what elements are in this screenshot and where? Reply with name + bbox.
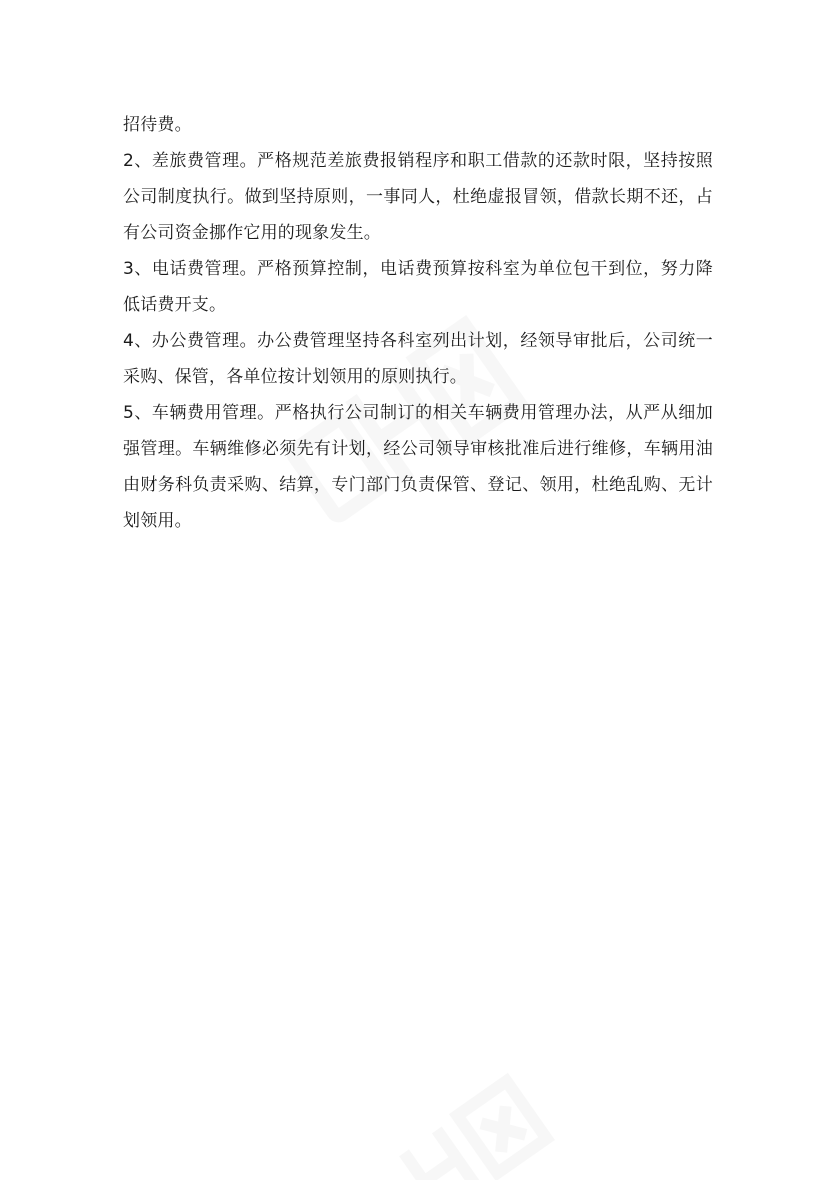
paragraph-office-expense: 4、办公费管理。办公费管理坚持各科室列出计划，经领导审批后，公司统一采购、保管，各单位按计划领用的原则执行。 [123,331,713,387]
paragraph-phone-expense: 3、电话费管理。严格预算控制，电话费预算按科室为单位包干到位，努力降低话费开支。 [123,259,713,315]
document-body [123,107,713,539]
watermark-logo-icon-bottom [370,1070,570,1180]
paragraph-travel-expense: 2、差旅费管理。严格规范差旅费报销程序和职工借款的还款时限，坚持按照公司制度执行。做到坚持原则，一事同人，杜绝虚报冒领，借款长期不还，占有公司资金挪作它用的现象发生。 [123,151,713,243]
paragraph-vehicle-expense: 5、车辆费用管理。严格执行公司制订的相关车辆费用管理办法，从严从细加强管理。车辆维修必须先有计划，经公司领导审核批准后进行维修，车辆用油由财务科负责采购、结算，专门部门负责保管、登记、领用，杜绝乱购、无计划领用。 [123,403,713,531]
paragraph-continuation: 招待费。 [123,115,192,135]
